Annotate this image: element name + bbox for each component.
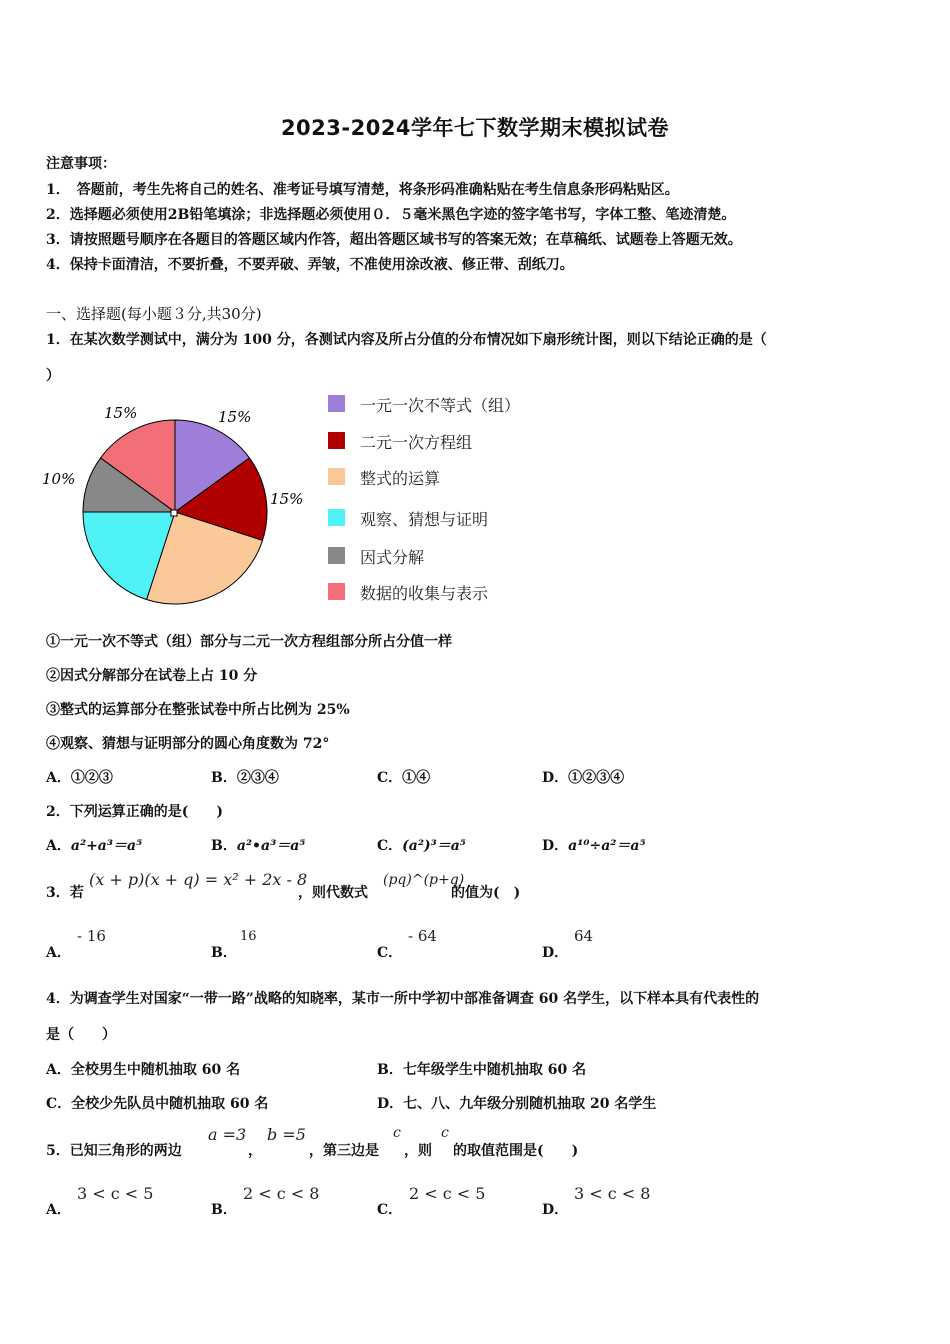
pie-data-label: 10% (42, 470, 76, 488)
legend-swatch (328, 509, 345, 526)
q1-stem: 1．在某次数学测试中，满分为 100 分，各测试内容及所占分值的分布情况如下扇形统计图，则以下结论正确的是（ (46, 332, 767, 348)
q2-option-a (46, 835, 142, 855)
pie-data-label: 15% (104, 404, 138, 422)
legend-label: 整式的运算 (360, 469, 441, 488)
option-letter: B． (211, 838, 237, 854)
q3-option-c-letter: C． (377, 945, 403, 961)
legend-swatch (328, 583, 345, 600)
q2-stem: 2．下列运算正确的是( ) (46, 804, 223, 820)
q3-suffix: 的值为( ) (451, 885, 521, 901)
option-expr: a¹⁰÷a²＝a⁵ (568, 838, 646, 854)
legend-label: 因式分解 (360, 548, 425, 567)
option-expr: (a²)³＝a⁵ (402, 838, 466, 854)
q3-expression: (pq)^(p+q) (383, 872, 465, 888)
q1-option-a: A．①②③ (46, 770, 113, 786)
pie-data-label: 15% (270, 490, 304, 508)
q1-option-c: C．①④ (377, 770, 431, 786)
legend-label: 一元一次不等式（组） (360, 396, 521, 415)
q3-option-b-letter: B． (211, 945, 237, 961)
q1-option-b: B．②③④ (211, 770, 279, 786)
pie-data-label: 15% (218, 408, 252, 426)
q2-option-d (542, 835, 646, 855)
q5-mid2: ，则 (404, 1143, 432, 1159)
legend-swatch (328, 547, 345, 564)
notice-item: 1． 答题前，考生先将自己的姓名、准考证号填写清楚，将条形码准确粘贴在考生信息条形码粘贴区。 (46, 182, 679, 198)
q5-c1: c (393, 1125, 401, 1141)
notice-item: 2．选择题必须使用2B铅笔填涂；非选择题必须使用０．５毫米黑色字迹的签字笔书写，字体工整、笔迹清楚。 (46, 207, 736, 223)
q3-equation: (x + p)(x + q) = x² + 2x - 8 (89, 870, 308, 889)
q3-option-a-value: - 16 (77, 927, 106, 945)
q5-mid: ，第三边是 (309, 1143, 379, 1159)
notice-item: 3．请按照题号顺序在各题目的答题区域内作答，超出答题区域书写的答案无效；在草稿纸、试题卷上答题无效。 (46, 232, 742, 248)
q1-statement: ②因式分解部分在试卷上占 10 分 (46, 668, 258, 684)
q3-option-b-value: 16 (240, 929, 257, 944)
q5-option-a-letter: A． (46, 1202, 71, 1218)
option-letter: D． (542, 838, 569, 854)
q5-option-a-value: 3 < c < 5 (77, 1184, 154, 1203)
notice-heading: 注意事项： (46, 156, 116, 172)
q5-option-b-value: 2 < c < 8 (243, 1184, 320, 1203)
q5-side-a: a =3 (208, 1125, 247, 1144)
q2-option-c (377, 835, 466, 855)
legend-swatch (328, 395, 345, 412)
q1-statement: ④观察、猜想与证明部分的圆心角度数为 72° (46, 736, 330, 752)
q2-option-b (211, 835, 305, 855)
option-letter: A． (46, 838, 71, 854)
q1-stem-end: ） (46, 368, 60, 384)
q4-stem: 4．为调查学生对国家“一带一路”战略的知晓率，某市一所中学初中部准备调查 60 名学生，以下样本具有代表性的 (46, 991, 760, 1007)
q5-option-c-value: 2 < c < 5 (409, 1184, 486, 1203)
q5-option-b-letter: B． (211, 1202, 237, 1218)
page-title: 2023-2024学年七下数学期末模拟试卷 (280, 116, 670, 140)
legend-swatch (328, 432, 345, 449)
q3-option-c-value: - 64 (408, 927, 437, 945)
legend-label: 二元一次方程组 (360, 433, 473, 452)
q1-statement: ③整式的运算部分在整张试卷中所占比例为 25% (46, 702, 350, 718)
q4-option-d: D．七、八、九年级分别随机抽取 20 名学生 (377, 1096, 657, 1112)
legend-label: 观察、猜想与证明 (360, 510, 489, 529)
q5-prefix: 5．已知三角形的两边 (46, 1143, 182, 1159)
legend-swatch (328, 468, 345, 485)
q1-statement: ①一元一次不等式（组）部分与二元一次方程组部分所占分值一样 (46, 634, 452, 650)
notice-item: 4．保持卡面清洁，不要折叠，不要弄破、弄皱，不准使用涂改液、修正带、刮纸刀。 (46, 257, 574, 273)
q4-option-a: A．全校男生中随机抽取 60 名 (46, 1062, 241, 1078)
pie-center-marker (171, 510, 177, 516)
option-letter: C． (377, 838, 403, 854)
q3-option-d-value: 64 (574, 927, 594, 945)
q5-suffix: 的取值范围是( ) (453, 1143, 579, 1159)
legend-label: 数据的收集与表示 (360, 584, 489, 603)
option-expr: a²•a³＝a⁵ (236, 838, 306, 854)
q3-option-d-letter: D． (542, 945, 569, 961)
q3-prefix: 3．若 (46, 885, 84, 901)
q3-option-a-letter: A． (46, 945, 71, 961)
q1-option-d: D．①②③④ (542, 770, 625, 786)
q5-side-b: b =5 (267, 1125, 306, 1144)
pie-chart (30, 395, 330, 615)
q5-option-c-letter: C． (377, 1202, 403, 1218)
q5-c2: c (441, 1125, 449, 1141)
q4-option-b: B．七年级学生中随机抽取 60 名 (377, 1062, 587, 1078)
q5-sep: ， (248, 1143, 262, 1159)
option-expr: a²+a³＝a⁵ (70, 838, 143, 854)
q4-option-c: C．全校少先队员中随机抽取 60 名 (46, 1096, 269, 1112)
q5-option-d-letter: D． (542, 1202, 569, 1218)
q5-option-d-value: 3 < c < 8 (574, 1184, 651, 1203)
section-heading: 一、选择题(每小题３分,共30分) (46, 305, 262, 323)
q4-stem-end: 是（ ） (46, 1027, 116, 1043)
q3-middle: ，则代数式 (298, 885, 368, 901)
